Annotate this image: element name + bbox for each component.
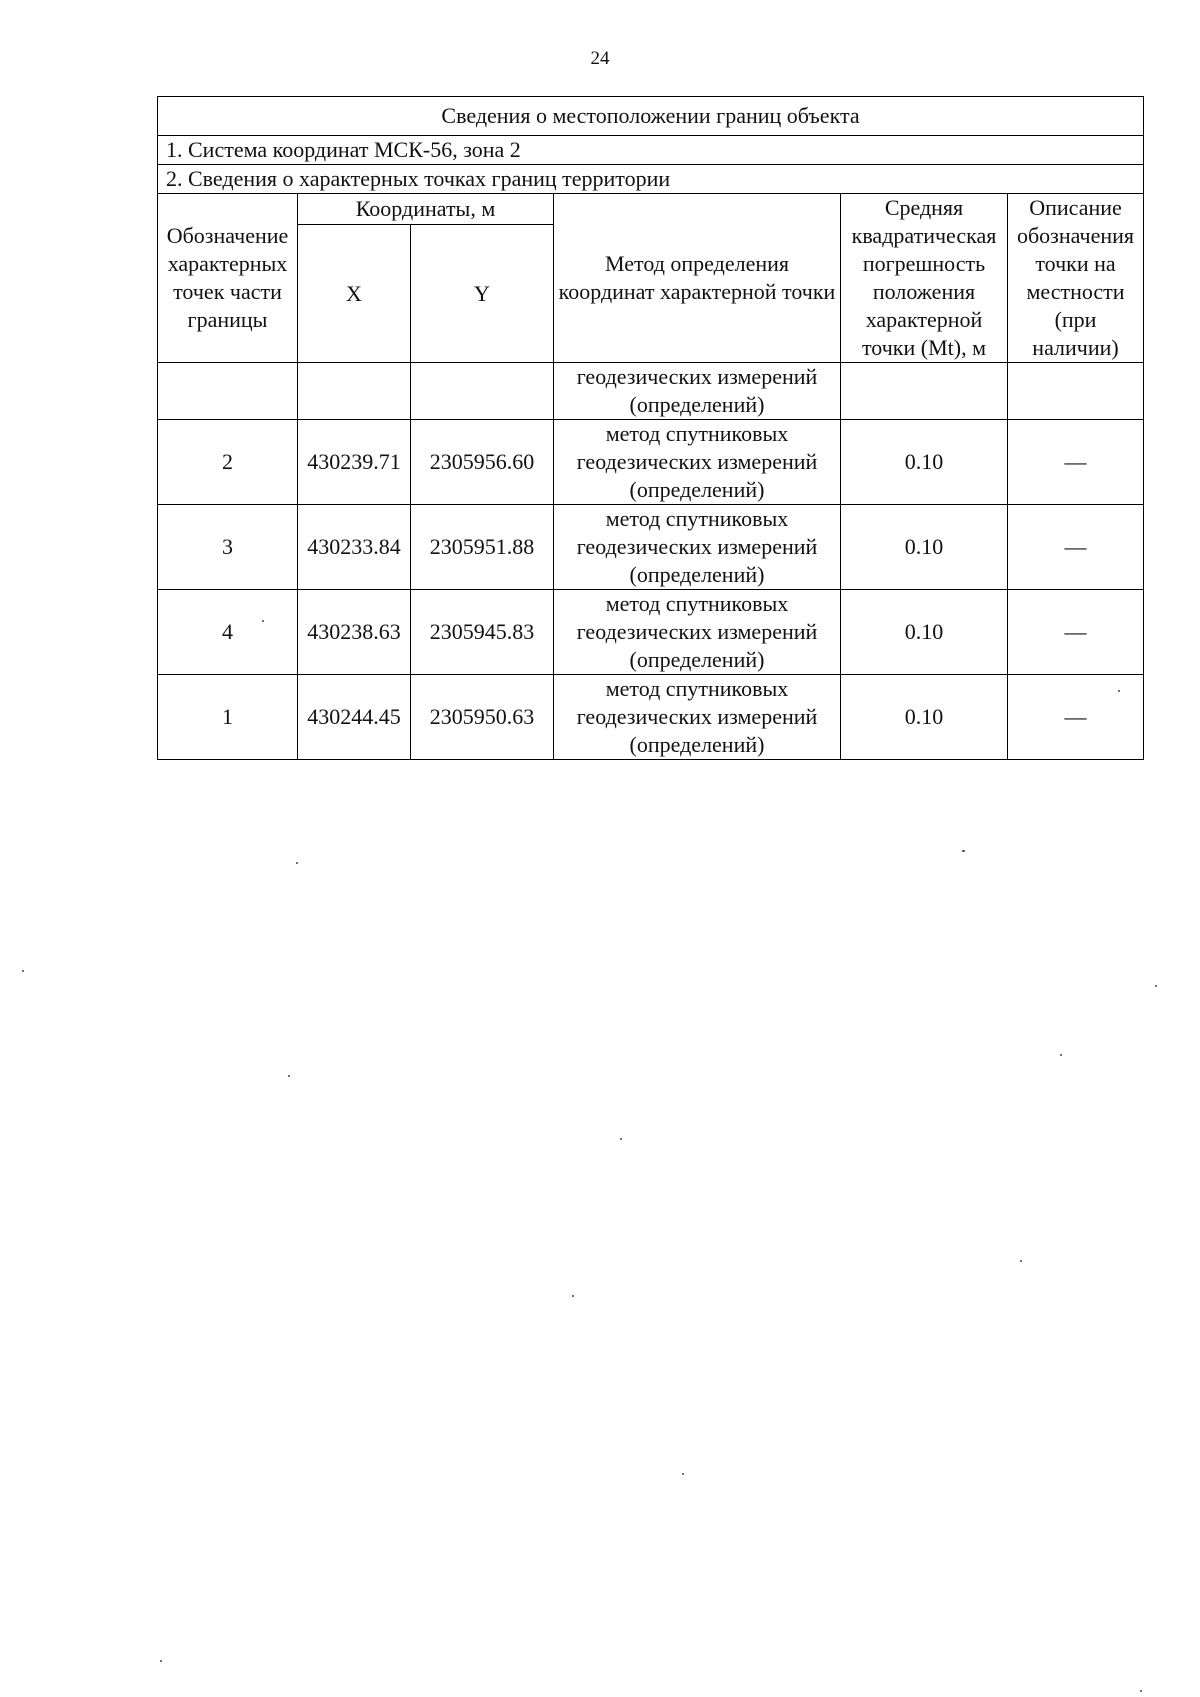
cell-error: 0.10 [841,505,1008,590]
method-line: метод спутниковых [605,676,789,701]
method-line: геодезических измерений [576,704,818,729]
cell-x: 430239.71 [298,420,411,505]
cell-y: 2305951.88 [411,505,554,590]
cell-y: 2305956.60 [411,420,554,505]
cell-error: 0.10 [841,420,1008,505]
header-mean-error: Средняя квадратическая погрешность положения характерной точки (Mt), м [841,194,1008,363]
cell-point: 1 [158,675,298,760]
cell-y: 2305945.83 [411,590,554,675]
scan-speck [1060,1054,1062,1056]
cell-description [1008,363,1144,420]
boundary-table [157,96,1144,760]
table-row [158,590,1144,675]
cell-point: 2 [158,420,298,505]
header-coordinates: Координаты, м [298,194,554,225]
scan-speck [22,970,24,972]
method-line: метод спутниковых [605,506,789,531]
method-line: (определений) [629,647,765,672]
cell-method: геодезических измерений (определений) [554,363,841,420]
method-line: геодезических измерений [576,619,818,644]
header-x: X [298,225,411,363]
method-line: (определений) [629,562,765,587]
header-description: Описание обозначения точки на местности (при наличии) [1008,194,1144,363]
cell-description: — [1008,505,1144,590]
method-line: метод спутниковых [605,421,789,446]
cell-y [411,363,554,420]
cell-x [298,363,411,420]
table-row [158,363,1144,420]
scan-speck [572,1295,574,1297]
cell-error: 0.10 [841,675,1008,760]
cell-y: 2305950.63 [411,675,554,760]
scan-speck [296,862,298,864]
table-title: Сведения о местоположении границ объекта [158,97,1144,136]
scan-speck [620,1138,622,1140]
cell-description: — [1008,420,1144,505]
cell-point: 4 [158,590,298,675]
cell-x: 430244.45 [298,675,411,760]
cell-error [841,363,1008,420]
points-info-line: 2. Сведения о характерных точках границ территории [158,165,1144,194]
coordinate-system-line: 1. Система координат МСК-56, зона 2 [158,136,1144,165]
method-line: (определений) [629,732,765,757]
header-method: Метод определения координат характерной точки [554,194,841,363]
method-line: геодезических измерений [576,449,818,474]
table-row [158,505,1144,590]
cell-x: 430233.84 [298,505,411,590]
scan-speck [682,1473,684,1475]
cell-method [554,675,841,760]
cell-description: — [1008,675,1144,760]
cell-point [158,363,298,420]
cell-method [554,590,841,675]
cell-method [554,505,841,590]
cell-description: — [1008,590,1144,675]
scan-speck [1155,985,1157,987]
method-line: геодезических измерений [576,534,818,559]
cell-error: 0.10 [841,590,1008,675]
scan-speck [1118,690,1120,692]
cell-method [554,420,841,505]
scan-speck [160,1660,162,1662]
scan-speck [1140,1690,1142,1692]
scan-speck [288,1075,290,1077]
header-y: Y [411,225,554,363]
scan-speck [262,620,264,622]
scan-speck [1020,1260,1022,1262]
table-row [158,675,1144,760]
header-point-designation: Обозначение характерных точек части границы [158,194,298,363]
scan-speck [962,850,965,852]
method-line: (определений) [629,477,765,502]
cell-point: 3 [158,505,298,590]
cell-x: 430238.63 [298,590,411,675]
table-row [158,420,1144,505]
method-line: метод спутниковых [605,591,789,616]
page-number: 24 [590,48,610,69]
